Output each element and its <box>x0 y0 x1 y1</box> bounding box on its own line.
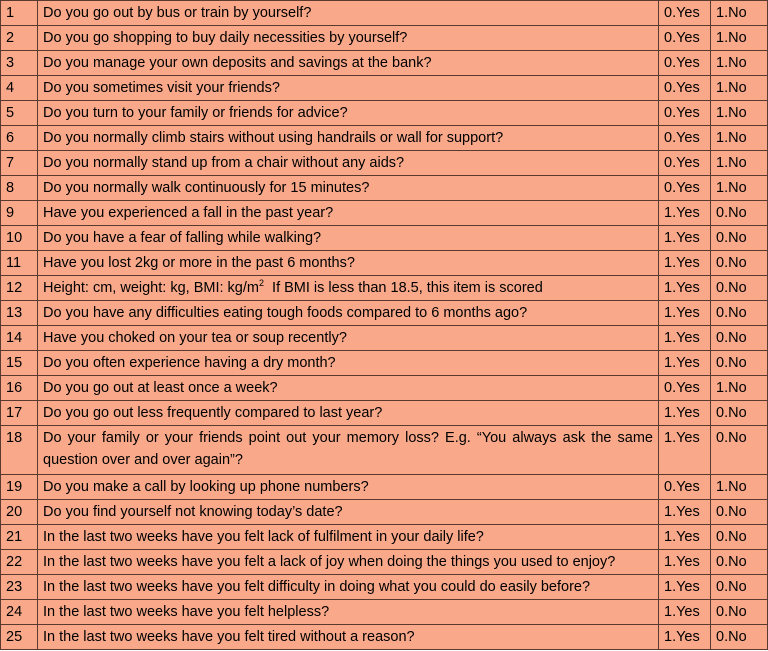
table-row <box>1 76 768 101</box>
yes-option: 1.Yes <box>659 500 711 525</box>
item-number: 3 <box>1 51 38 76</box>
item-number: 7 <box>1 151 38 176</box>
yes-option: 0.Yes <box>659 151 711 176</box>
question-text: In the last two weeks have you felt tired without a reason? <box>38 625 659 650</box>
no-option: 0.No <box>711 500 768 525</box>
item-number: 10 <box>1 226 38 251</box>
yes-option: 1.Yes <box>659 525 711 550</box>
item-number: 12 <box>1 276 38 301</box>
question-text: Do you go shopping to buy daily necessities by yourself? <box>38 26 659 51</box>
no-option: 0.No <box>711 251 768 276</box>
item-number: 15 <box>1 351 38 376</box>
no-option: 1.No <box>711 51 768 76</box>
no-option: 1.No <box>711 26 768 51</box>
yes-option: 0.Yes <box>659 126 711 151</box>
no-option: 0.No <box>711 525 768 550</box>
table-row <box>1 201 768 226</box>
yes-option: 0.Yes <box>659 101 711 126</box>
question-text <box>38 276 659 301</box>
no-option: 0.No <box>711 326 768 351</box>
question-text: Do your family or your friends point out your memory loss? E.g. “You always ask the same question over and over again”? <box>38 426 659 475</box>
question-text: Do you have a fear of falling while walking? <box>38 226 659 251</box>
question-text: Do you go out less frequently compared to last year? <box>38 401 659 426</box>
item-number: 22 <box>1 550 38 575</box>
table-row <box>1 625 768 650</box>
item-number: 20 <box>1 500 38 525</box>
question-text: Do you have any difficulties eating tough foods compared to 6 months ago? <box>38 301 659 326</box>
yes-option: 1.Yes <box>659 426 711 475</box>
yes-option: 1.Yes <box>659 251 711 276</box>
yes-option: 1.Yes <box>659 276 711 301</box>
yes-option: 1.Yes <box>659 600 711 625</box>
table-row <box>1 600 768 625</box>
yes-option: 0.Yes <box>659 51 711 76</box>
item-number: 23 <box>1 575 38 600</box>
question-text: In the last two weeks have you felt difficulty in doing what you could do easily before? <box>38 575 659 600</box>
item-number: 19 <box>1 475 38 500</box>
item-number: 8 <box>1 176 38 201</box>
question-text: Do you normally stand up from a chair without any aids? <box>38 151 659 176</box>
table-row <box>1 401 768 426</box>
table-row <box>1 525 768 550</box>
question-text: Do you go out by bus or train by yourself? <box>38 1 659 26</box>
table-row <box>1 126 768 151</box>
item-number: 13 <box>1 301 38 326</box>
yes-option: 1.Yes <box>659 226 711 251</box>
table-row <box>1 550 768 575</box>
yes-option: 1.Yes <box>659 625 711 650</box>
table-row <box>1 575 768 600</box>
bmi-rule-text: If BMI is less than 18.5, this item is scored <box>263 280 543 296</box>
table-row <box>1 500 768 525</box>
item-number: 16 <box>1 376 38 401</box>
yes-option: 1.Yes <box>659 301 711 326</box>
question-text: Do you find yourself not knowing today’s date? <box>38 500 659 525</box>
no-option: 1.No <box>711 475 768 500</box>
table-row <box>1 176 768 201</box>
yes-option: 1.Yes <box>659 351 711 376</box>
item-number: 25 <box>1 625 38 650</box>
yes-option: 1.Yes <box>659 575 711 600</box>
bmi-question-text: Height: cm, weight: kg, BMI: kg/m <box>43 280 259 296</box>
question-text: Do you go out at least once a week? <box>38 376 659 401</box>
no-option: 0.No <box>711 625 768 650</box>
item-number: 6 <box>1 126 38 151</box>
table-row <box>1 426 768 475</box>
no-option: 1.No <box>711 176 768 201</box>
no-option: 0.No <box>711 301 768 326</box>
table-row <box>1 226 768 251</box>
yes-option: 1.Yes <box>659 201 711 226</box>
no-option: 1.No <box>711 376 768 401</box>
no-option: 0.No <box>711 401 768 426</box>
yes-option: 0.Yes <box>659 475 711 500</box>
question-text: Do you make a call by looking up phone numbers? <box>38 475 659 500</box>
yes-option: 0.Yes <box>659 176 711 201</box>
question-text: In the last two weeks have you felt a lack of joy when doing the things you used to enjoy? <box>38 550 659 575</box>
question-text: In the last two weeks have you felt helpless? <box>38 600 659 625</box>
no-option: 0.No <box>711 351 768 376</box>
question-text: Have you experienced a fall in the past year? <box>38 201 659 226</box>
table-row <box>1 1 768 26</box>
question-text: Do you turn to your family or friends for advice? <box>38 101 659 126</box>
table-row <box>1 26 768 51</box>
no-option: 0.No <box>711 201 768 226</box>
item-number: 21 <box>1 525 38 550</box>
yes-option: 1.Yes <box>659 401 711 426</box>
no-option: 1.No <box>711 1 768 26</box>
table-row <box>1 101 768 126</box>
squared-superscript: 2 <box>258 278 264 288</box>
item-number: 1 <box>1 1 38 26</box>
yes-option: 0.Yes <box>659 376 711 401</box>
yes-option: 1.Yes <box>659 326 711 351</box>
no-option: 1.No <box>711 126 768 151</box>
item-number: 9 <box>1 201 38 226</box>
question-text: Do you often experience having a dry month? <box>38 351 659 376</box>
question-text: Do you normally walk continuously for 15 minutes? <box>38 176 659 201</box>
table-row <box>1 276 768 301</box>
question-text: Do you sometimes visit your friends? <box>38 76 659 101</box>
question-text: Do you normally climb stairs without using handrails or wall for support? <box>38 126 659 151</box>
item-number: 2 <box>1 26 38 51</box>
yes-option: 0.Yes <box>659 76 711 101</box>
no-option: 0.No <box>711 426 768 475</box>
item-number: 4 <box>1 76 38 101</box>
table-row <box>1 326 768 351</box>
no-option: 0.No <box>711 575 768 600</box>
table-row <box>1 251 768 276</box>
table-row <box>1 351 768 376</box>
no-option: 0.No <box>711 276 768 301</box>
yes-option: 0.Yes <box>659 1 711 26</box>
table-row <box>1 376 768 401</box>
no-option: 1.No <box>711 76 768 101</box>
item-number: 18 <box>1 426 38 475</box>
table-row <box>1 51 768 76</box>
table-row <box>1 151 768 176</box>
no-option: 1.No <box>711 101 768 126</box>
item-number: 5 <box>1 101 38 126</box>
yes-option: 1.Yes <box>659 550 711 575</box>
item-number: 17 <box>1 401 38 426</box>
yes-option: 0.Yes <box>659 26 711 51</box>
question-text: Have you lost 2kg or more in the past 6 months? <box>38 251 659 276</box>
no-option: 0.No <box>711 600 768 625</box>
item-number: 14 <box>1 326 38 351</box>
question-text: Do you manage your own deposits and savings at the bank? <box>38 51 659 76</box>
no-option: 0.No <box>711 226 768 251</box>
table-row <box>1 475 768 500</box>
no-option: 0.No <box>711 550 768 575</box>
table-row <box>1 301 768 326</box>
item-number: 11 <box>1 251 38 276</box>
item-number: 24 <box>1 600 38 625</box>
no-option: 1.No <box>711 151 768 176</box>
question-text: In the last two weeks have you felt lack of fulfilment in your daily life? <box>38 525 659 550</box>
question-text: Have you choked on your tea or soup recently? <box>38 326 659 351</box>
